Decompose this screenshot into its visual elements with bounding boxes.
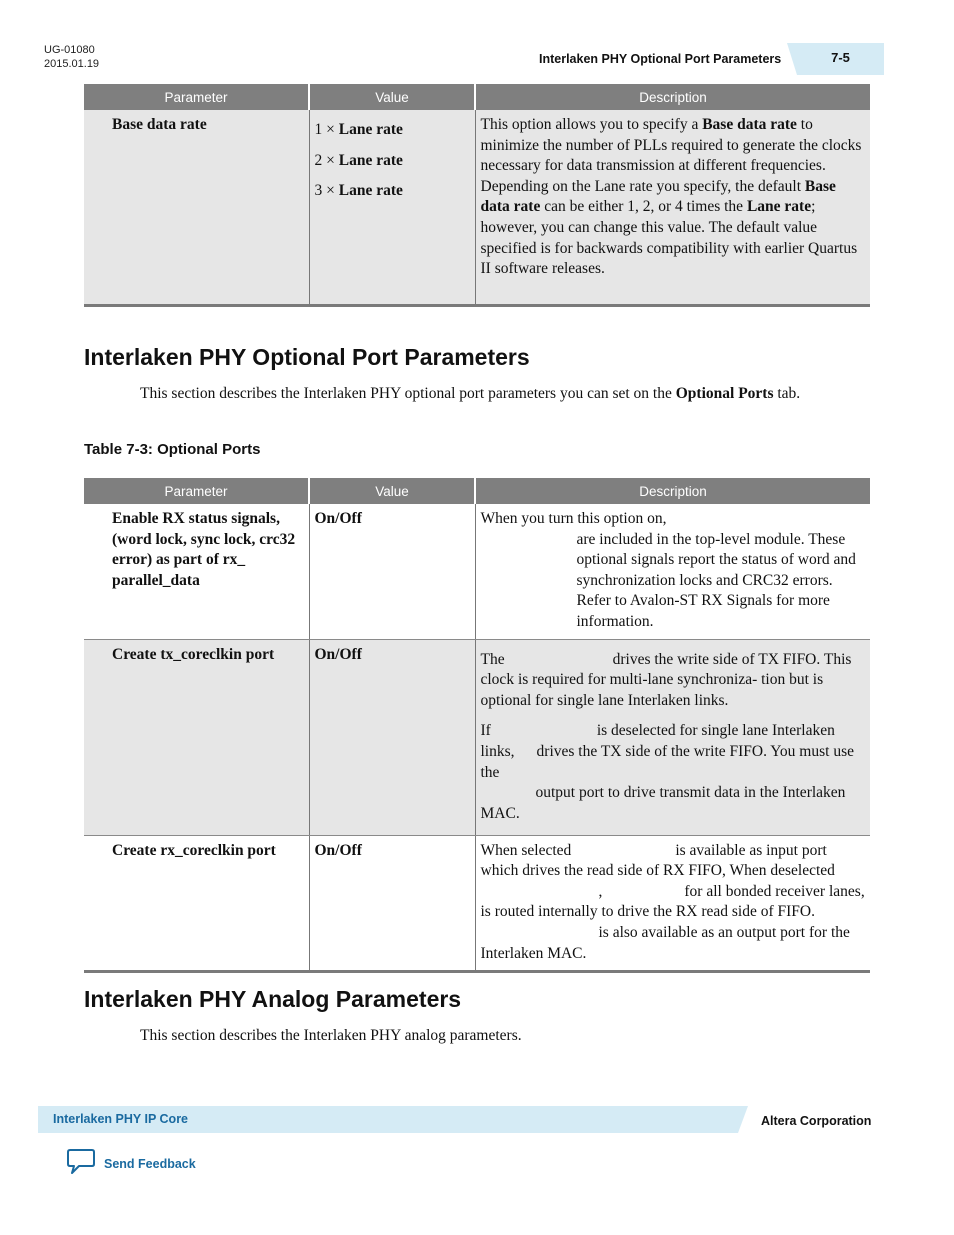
footer-company: Altera Corporation [761, 1114, 872, 1128]
table-header-row [84, 478, 870, 504]
table-row [84, 639, 870, 835]
value-cell: On/Off [309, 504, 475, 639]
table-row [84, 835, 870, 972]
section-intro: This section describes the Interlaken PHY analog parameters. [140, 1027, 522, 1044]
section-heading: Interlaken PHY Optional Port Parameters [84, 344, 530, 370]
param-cell: Create tx_coreclkin port [84, 639, 309, 835]
table-caption: Table 7-3: Optional Ports [84, 441, 261, 458]
column-header-description: Description [475, 84, 870, 110]
param-cell: Base data rate [84, 110, 309, 306]
footer-doc-title[interactable]: Interlaken PHY IP Core [53, 1112, 189, 1126]
section-heading: Interlaken PHY Analog Parameters [84, 986, 462, 1012]
column-header-description: Description [475, 478, 870, 504]
param-cell: Enable RX status signals, (word lock, sync lock, crc32 error) as part of rx_ parallel_data [84, 504, 309, 639]
description-cell: When selected is available as input port which drives the read side of RX FIFO, When deselected, for all bonded receiver lanes, is routed internally to drive the RX read side of FIFO.is also available as an output port for the Interlaken MAC. [475, 835, 870, 972]
doc-id-block [44, 43, 99, 71]
send-feedback-label[interactable]: Send Feedback [104, 1157, 196, 1171]
doc-date: 2015.01.19 [44, 58, 100, 70]
column-header-parameter: Parameter [84, 478, 309, 504]
speech-bubble-icon [66, 1148, 96, 1181]
column-header-value: Value [309, 478, 475, 504]
table-header-row [84, 84, 870, 110]
value-cell: On/Off [309, 835, 475, 972]
value-option: 1 × Lane rate [314, 121, 403, 138]
running-header-title: Interlaken PHY Optional Port Parameters [539, 52, 782, 66]
page-number: 7-5 [797, 43, 884, 75]
description-cell [475, 639, 870, 835]
value-cell [309, 110, 475, 306]
description-paragraph: The drives the write side of TX FIFO. This clock is required for multi-lane synchroniza- tion but is optional for single lane Interlaken links. [480, 650, 852, 709]
column-header-parameter: Parameter [84, 84, 309, 110]
table-optional-ports [84, 478, 870, 973]
table-row [84, 110, 870, 306]
value-option: 2 × Lane rate [314, 151, 403, 169]
value-option: 3 × Lane rate [314, 182, 403, 200]
column-header-value: Value [309, 84, 475, 110]
value-cell: On/Off [309, 639, 475, 835]
description-cell: When you turn this option on, are included in the top-level module. These optional signals report the status of word and synchronization locks and CRC32 errors. Refer to Avalon-ST RX Signals for more information. [475, 504, 870, 639]
param-cell: Create rx_coreclkin port [84, 835, 309, 972]
doc-id: UG-01080 [44, 44, 95, 56]
table-base-data-rate [84, 84, 870, 307]
description-paragraph: If is deselected for single lane Interlaken links, drives the TX side of the write FIFO. You must use the output port to drive transmit data in the Interlaken MAC. [480, 722, 854, 822]
section-intro: This section describes the Interlaken PHY optional port parameters you can set on the Optional Ports tab. [140, 385, 801, 402]
table-row [84, 504, 870, 639]
description-cell: This option allows you to specify a Base data rate to minimize the number of PLLs required to generate the clocks necessary for data transmission at different frequencies. Depending on the Lane rate you specify, the default Base data rate can be either 1, 2, or 4 times the Lane rate; however, you can change this value. The default value specified is for backwards compatibility with earlier Quartus II software releases. [475, 110, 870, 306]
send-feedback-link[interactable] [66, 1150, 196, 1178]
